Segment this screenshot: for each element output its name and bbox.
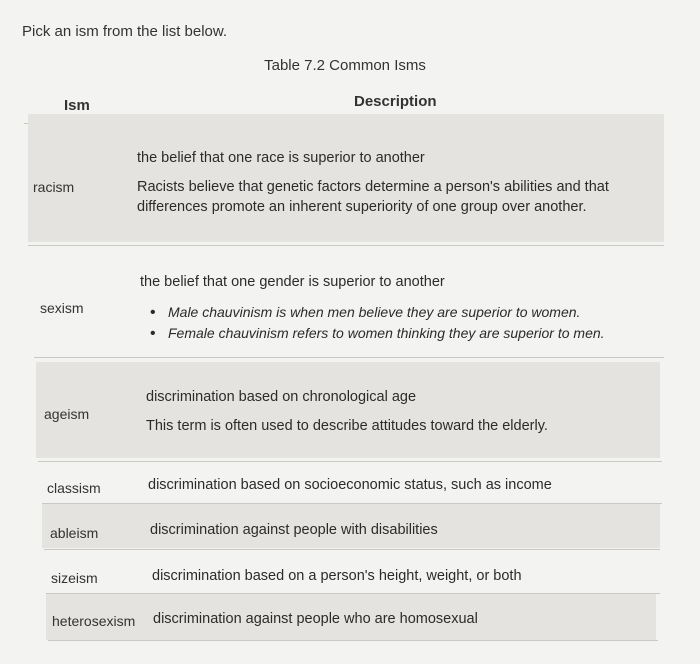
ism-sexism: sexism [40,300,84,316]
bullets-sexism [146,302,666,344]
definition-ableism: discrimination against people with disabilities [150,522,438,538]
table-caption: Table 7.2 Common Isms [264,57,426,74]
row-rule [34,357,664,358]
row-rule [28,245,664,246]
ism-classism: classism [47,480,101,496]
bullet-item: • Male chauvinism is when men believe they are superior to women. [146,302,666,323]
detail-ageism: This term is often used to describe attitudes toward the elderly. [146,418,548,434]
definition-sexism: the belief that one gender is superior to another [140,274,445,290]
table-row-ageism[interactable] [36,362,660,458]
definition-sizeism: discrimination based on a person's height, weight, or both [152,568,522,584]
question-prompt: Pick an ism from the list below. [22,23,228,40]
row-rule [38,461,662,462]
ism-sizeism: sizeism [51,570,98,586]
bullet-item: • Female chauvinism refers to women thinking they are superior to men. [146,323,666,344]
header-ism: Ism [64,97,90,114]
ism-ageism: ageism [44,406,90,422]
detail-racism: Racists believe that genetic factors determine a person's abilities and that differences promote an inherent superiority of one group over another. [137,179,609,215]
header-description: Description [354,93,437,110]
definition-classism: discrimination based on socioeconomic status, such as income [148,477,552,493]
definition-heterosexism: discrimination against people who are homosexual [153,611,478,627]
definition-racism: the belief that one race is superior to another [137,150,425,166]
ism-heterosexism: heterosexism [52,613,136,629]
row-rule [44,549,660,550]
definition-ageism: discrimination based on chronological age [146,389,417,405]
row-rule [48,640,658,641]
ism-ableism: ableism [50,525,99,541]
ism-racism: racism [33,179,75,195]
